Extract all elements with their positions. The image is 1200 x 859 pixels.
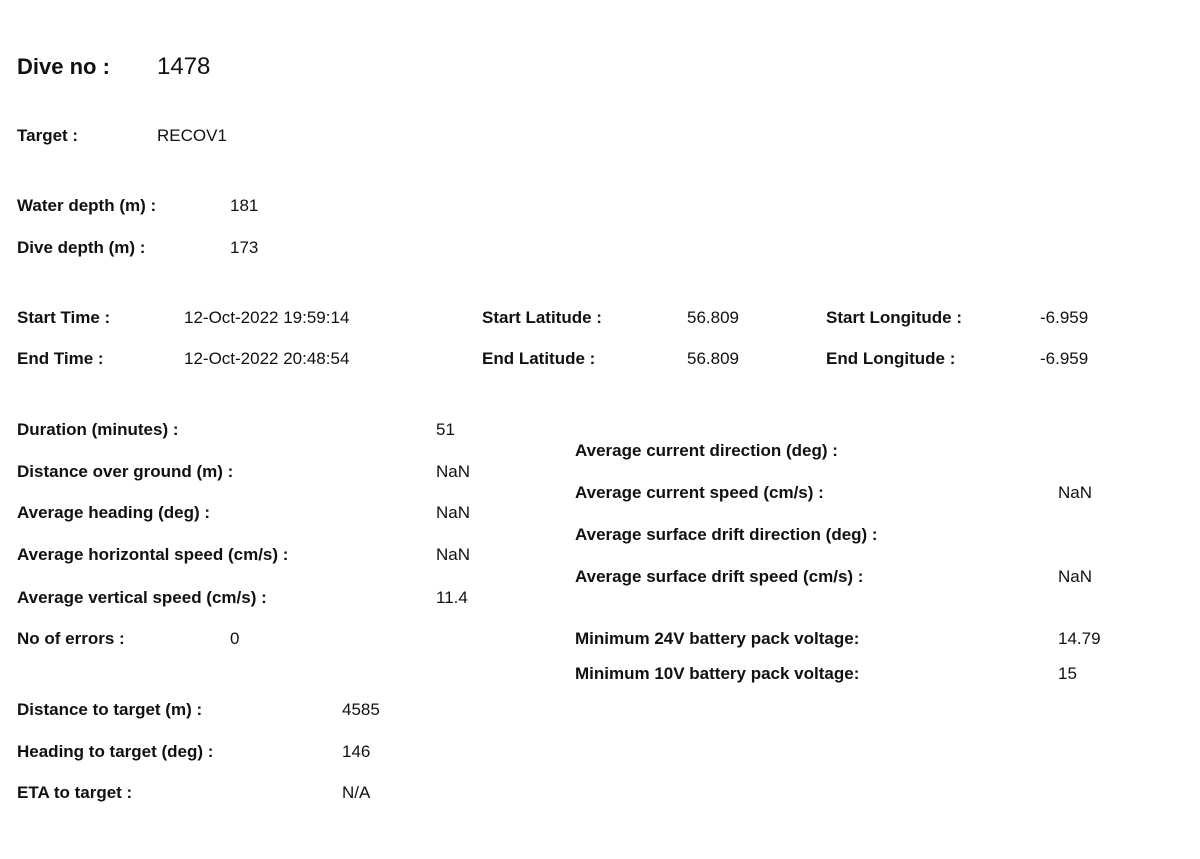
dive-depth-value: 173: [230, 238, 259, 257]
target-value: RECOV1: [157, 126, 227, 145]
distance-over-ground-label: Distance over ground (m) :: [17, 462, 234, 481]
eta-to-target-label: ETA to target :: [17, 783, 133, 802]
water-depth-value: 181: [230, 196, 259, 215]
no-of-errors-label: No of errors :: [17, 629, 125, 648]
end-latitude-value: 56.809: [687, 349, 739, 368]
end-longitude-label: End Longitude :: [826, 349, 956, 368]
dive-no-value: 1478: [157, 53, 211, 80]
min-10v-battery-label: Minimum 10V battery pack voltage:: [575, 664, 860, 683]
distance-to-target-value: 4585: [342, 700, 380, 719]
average-horizontal-speed-label: Average horizontal speed (cm/s) :: [17, 545, 289, 564]
min-24v-battery-value: 14.79: [1058, 629, 1101, 648]
water-depth-label: Water depth (m) :: [17, 196, 157, 215]
distance-to-target-label: Distance to target (m) :: [17, 700, 203, 719]
duration-label: Duration (minutes) :: [17, 420, 179, 439]
average-horizontal-speed-value: NaN: [436, 545, 471, 564]
dive-no-label: Dive no :: [17, 54, 110, 79]
start-longitude-value: -6.959: [1040, 308, 1089, 327]
min-24v-battery-label: Minimum 24V battery pack voltage:: [575, 629, 860, 648]
average-current-speed-label: Average current speed (cm/s) :: [575, 483, 824, 502]
average-heading-value: NaN: [436, 503, 471, 522]
end-time-label: End Time :: [17, 349, 104, 368]
average-current-speed-value: NaN: [1058, 483, 1093, 502]
end-time-value: 12-Oct-2022 20:48:54: [184, 349, 350, 368]
distance-over-ground-value: NaN: [436, 462, 471, 481]
end-latitude-label: End Latitude :: [482, 349, 596, 368]
start-latitude-value: 56.809: [687, 308, 739, 327]
average-surface-drift-speed-label: Average surface drift speed (cm/s) :: [575, 567, 864, 586]
end-longitude-value: -6.959: [1040, 349, 1089, 368]
average-surface-drift-direction-label: Average surface drift direction (deg) :: [575, 525, 878, 544]
average-vertical-speed-label: Average vertical speed (cm/s) :: [17, 588, 267, 607]
dive-depth-label: Dive depth (m) :: [17, 238, 146, 257]
average-surface-drift-speed-value: NaN: [1058, 567, 1093, 586]
no-of-errors-value: 0: [230, 629, 240, 648]
start-time-label: Start Time :: [17, 308, 111, 327]
average-vertical-speed-value: 11.4: [436, 588, 468, 607]
start-time-value: 12-Oct-2022 19:59:14: [184, 308, 350, 327]
average-heading-label: Average heading (deg) :: [17, 503, 211, 522]
start-longitude-label: Start Longitude :: [826, 308, 962, 327]
min-10v-battery-value: 15: [1058, 664, 1077, 683]
eta-to-target-value: N/A: [342, 783, 371, 802]
heading-to-target-label: Heading to target (deg) :: [17, 742, 214, 761]
target-label: Target :: [17, 126, 79, 145]
duration-value: 51: [436, 420, 455, 439]
average-current-direction-label: Average current direction (deg) :: [575, 441, 838, 460]
start-latitude-label: Start Latitude :: [482, 308, 602, 327]
heading-to-target-value: 146: [342, 742, 371, 761]
